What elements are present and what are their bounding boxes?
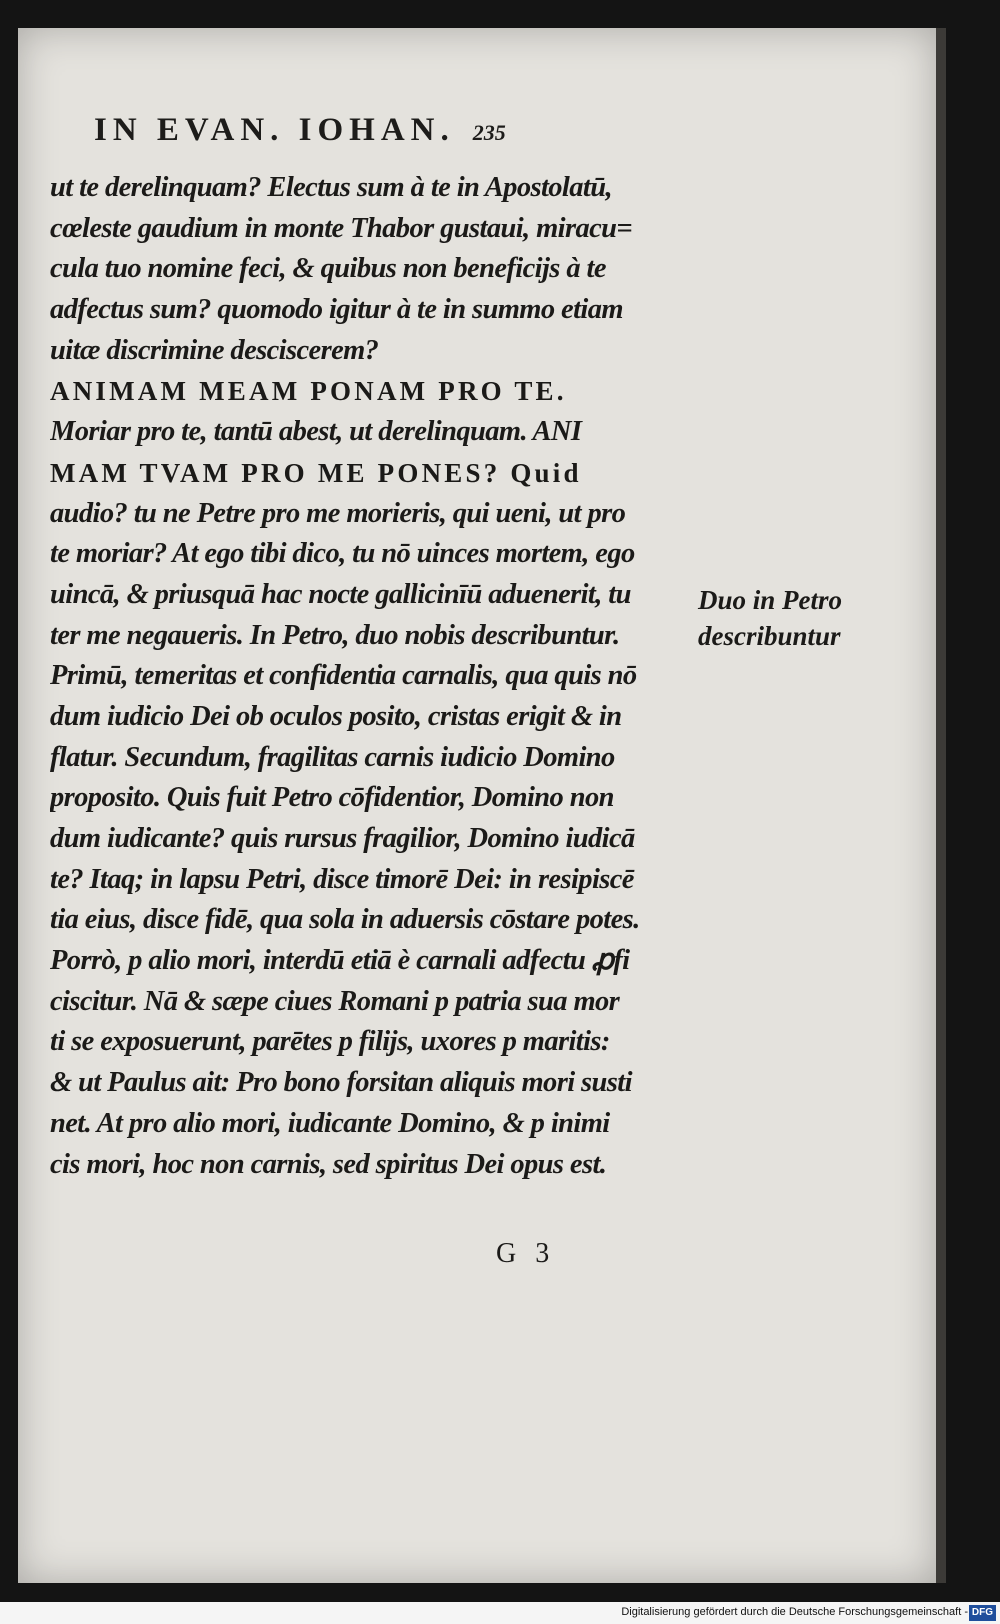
text-line: uincā, & priusquā hac nocte gallicinīū aduenerit, tu	[50, 578, 631, 610]
text-line: ter me negaueris. In Petro, duo nobis describuntur.	[50, 619, 620, 651]
signature-mark: G 3	[496, 1238, 556, 1269]
text-line: dum iudicio Dei ob oculos posito, cristas erigit & in	[50, 700, 622, 732]
text-line-heading: MAM TVAM PRO ME PONES? Quid	[50, 457, 582, 488]
text-line: tia eius, disce fidē, qua sola in aduersis cōstare potes.	[50, 904, 640, 936]
text-line: net. At pro alio mori, iudicante Domino, & p inimi	[50, 1107, 610, 1139]
page-edge	[936, 28, 946, 1583]
text-line: & ut Paulus ait: Pro bono forsitan aliquis mori susti	[50, 1067, 632, 1099]
text-line: dum iudicante? quis rursus fragilior, Domino iudicā	[50, 823, 635, 854]
running-title: IN EVAN. IOHAN.	[94, 112, 455, 148]
text-line: proposito. Quis fuit Petro cōfidentior, Domino non	[50, 782, 614, 814]
text-line: Primū, temeritas et confidentia carnalis, qua quis nō	[50, 660, 637, 692]
text-line: ut te derelinquam? Electus sum à te in Apostolatū,	[50, 172, 612, 203]
text-line: uitæ discrimine desciscerem?	[50, 334, 379, 366]
main-text	[50, 168, 690, 1185]
running-head	[94, 112, 694, 162]
text-line: Moriar pro te, tantū abest, ut derelinquam. ANI	[50, 416, 582, 448]
dfg-credit-text: Digitalisierung gefördert durch die Deutsche Forschungsgemeinschaft -	[621, 1606, 968, 1618]
text-line: audio? tu ne Petre pro me morieris, qui ueni, ut pro	[50, 497, 626, 529]
text-line: ciscitur. Nā & sæpe ciues Romani p patria sua mor	[50, 985, 620, 1017]
text-line: adfectus sum? quomodo igitur à te in summo etiam	[50, 294, 623, 326]
dfg-logo: DFG	[969, 1605, 996, 1621]
text-line: flatur. Secundum, fragilitas carnis iudicio Domino	[50, 741, 615, 773]
text-line: cula tuo nomine feci, & quibus non beneficijs à te	[50, 253, 606, 285]
marginal-note-line: Duo in Petro	[698, 585, 843, 615]
text-line: cis mori, hoc non carnis, sed spiritus Dei opus est.	[50, 1148, 607, 1180]
text-line-heading: ANIMAM MEAM PONAM PRO TE.	[50, 376, 567, 407]
text-line: Porrò, p alio mori, interdū etiā è carnali adfectu ꝓfi	[50, 945, 630, 977]
marginal-note-line: describuntur	[698, 621, 841, 651]
marginal-note	[698, 582, 898, 654]
text-line: cœleste gaudium in monte Thabor gustaui, miracu=	[50, 212, 633, 244]
page-number: 235	[472, 120, 506, 145]
text-line: ti se exposuerunt, parētes p filijs, uxores p maritis:	[50, 1026, 610, 1058]
text-line: te moriar? At ego tibi dico, tu nō uinces mortem, ego	[50, 538, 635, 570]
footer-bar	[0, 1602, 1000, 1624]
text-line: te? Itaq; in lapsu Petri, disce timorē Dei: in resipiscē	[50, 863, 634, 895]
